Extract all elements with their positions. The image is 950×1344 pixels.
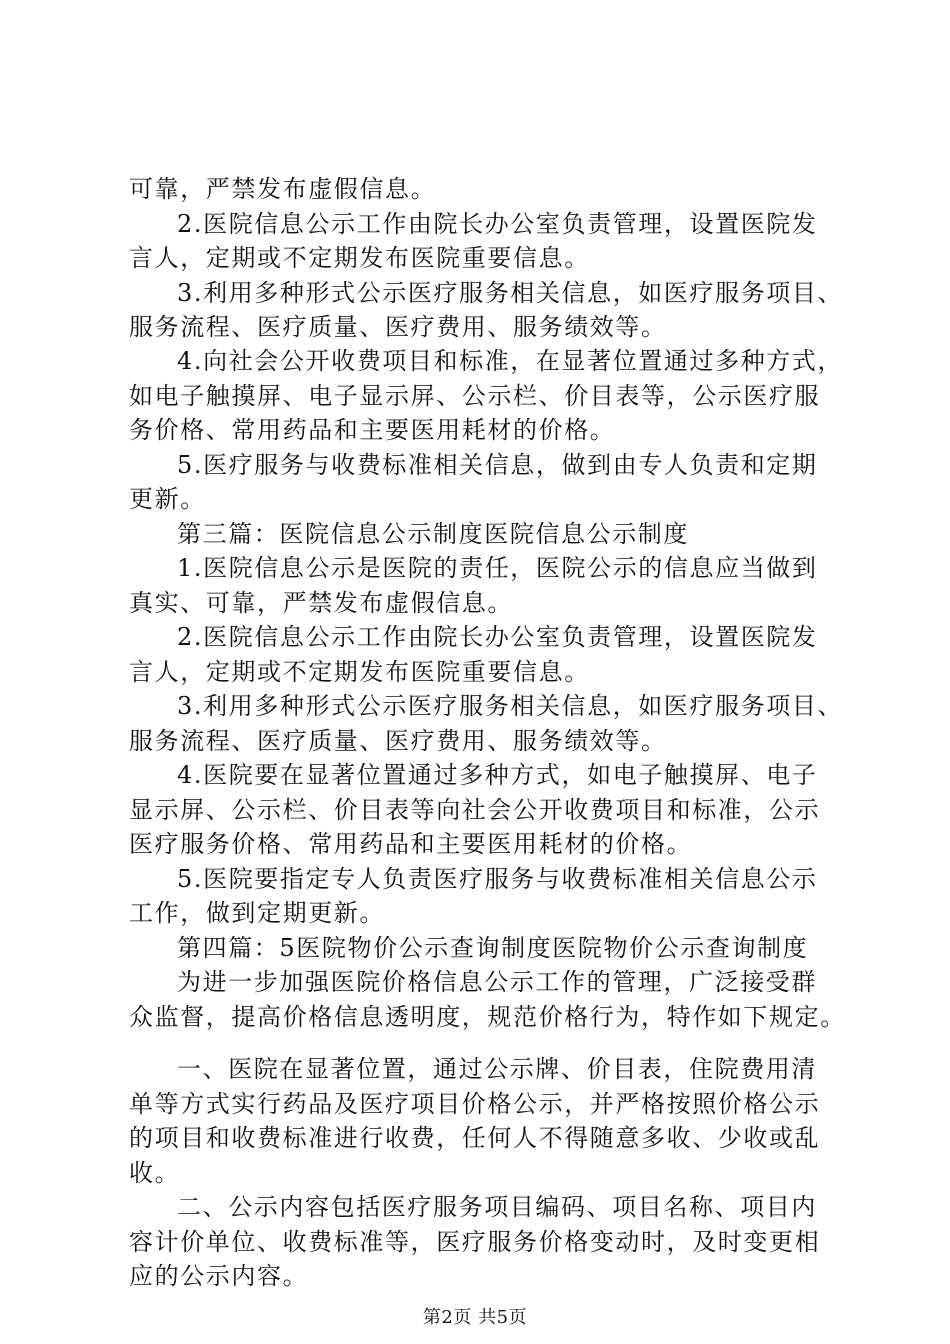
text-line: 应的公示内容。 [129, 1262, 309, 1290]
text-line: 单等方式实行药品及医疗项目价格公示，并严格按照价格公示 [129, 1090, 821, 1118]
text-line: 服务流程、医疗质量、医疗费用、服务绩效等。 [129, 313, 667, 341]
text-line: 显示屏、公示栏、价目表等向社会公开收费项目和标准，公示 [129, 796, 821, 824]
text-line: 医疗服务价格、常用药品和主要医用耗材的价格。 [129, 830, 693, 858]
text-line: 众监督，提高价格信息透明度，规范价格行为，特作如下规定。 [129, 1003, 846, 1031]
section-heading: 第四篇：5医院物价公示查询制度医院物价公示查询制度 [177, 934, 809, 962]
text-line: 收。 [129, 1159, 181, 1187]
text-line: 5.医院要指定专人负责医疗服务与收费标准相关信息公示 [177, 865, 818, 893]
text-line: 为进一步加强医院价格信息公示工作的管理，广泛接受群 [177, 968, 817, 996]
page-number-footer: 第2页 共5页 [422, 1307, 528, 1328]
text-line: 容计价单位、收费标准等，医疗服务价格变动时，及时变更相 [129, 1228, 821, 1256]
text-line: 务价格、常用药品和主要医用耗材的价格。 [129, 416, 616, 444]
text-line: 言人，定期或不定期发布医院重要信息。 [129, 244, 590, 272]
text-line: 二、公示内容包括医疗服务项目编码、项目名称、项目内 [177, 1193, 817, 1221]
text-line: 4.医院要在显著位置通过多种方式，如电子触摸屏、电子 [177, 761, 818, 789]
text-line: 4.向社会公开收费项目和标准，在显著位置通过多种方式， [177, 347, 844, 375]
text-line: 3.利用多种形式公示医疗服务相关信息，如医疗服务项目、 [177, 692, 844, 720]
text-line: 真实、可靠，严禁发布虚假信息。 [129, 589, 513, 617]
text-line: 2.医院信息公示工作由院长办公室负责管理，设置医院发 [177, 623, 818, 651]
text-line: 服务流程、医疗质量、医疗费用、服务绩效等。 [129, 727, 667, 755]
text-line: 1.医院信息公示是医院的责任，医院公示的信息应当做到 [177, 554, 818, 582]
text-line: 2.医院信息公示工作由院长办公室负责管理，设置医院发 [177, 210, 818, 238]
text-line: 如电子触摸屏、电子显示屏、公示栏、价目表等，公示医疗服 [129, 382, 821, 410]
text-line: 更新。 [129, 485, 206, 513]
text-line: 言人，定期或不定期发布医院重要信息。 [129, 658, 590, 686]
text-line: 可靠，严禁发布虚假信息。 [129, 175, 437, 203]
text-line: 5.医疗服务与收费标准相关信息，做到由专人负责和定期 [177, 451, 818, 479]
text-line: 一、医院在显著位置，通过公示牌、价目表，住院费用清 [177, 1055, 817, 1083]
text-line: 工作，做到定期更新。 [129, 899, 385, 927]
section-heading: 第三篇：医院信息公示制度医院信息公示制度 [177, 520, 689, 548]
text-line: 的项目和收费标准进行收费，任何人不得随意多收、少收或乱 [129, 1124, 821, 1152]
text-line: 3.利用多种形式公示医疗服务相关信息，如医疗服务项目、 [177, 279, 844, 307]
